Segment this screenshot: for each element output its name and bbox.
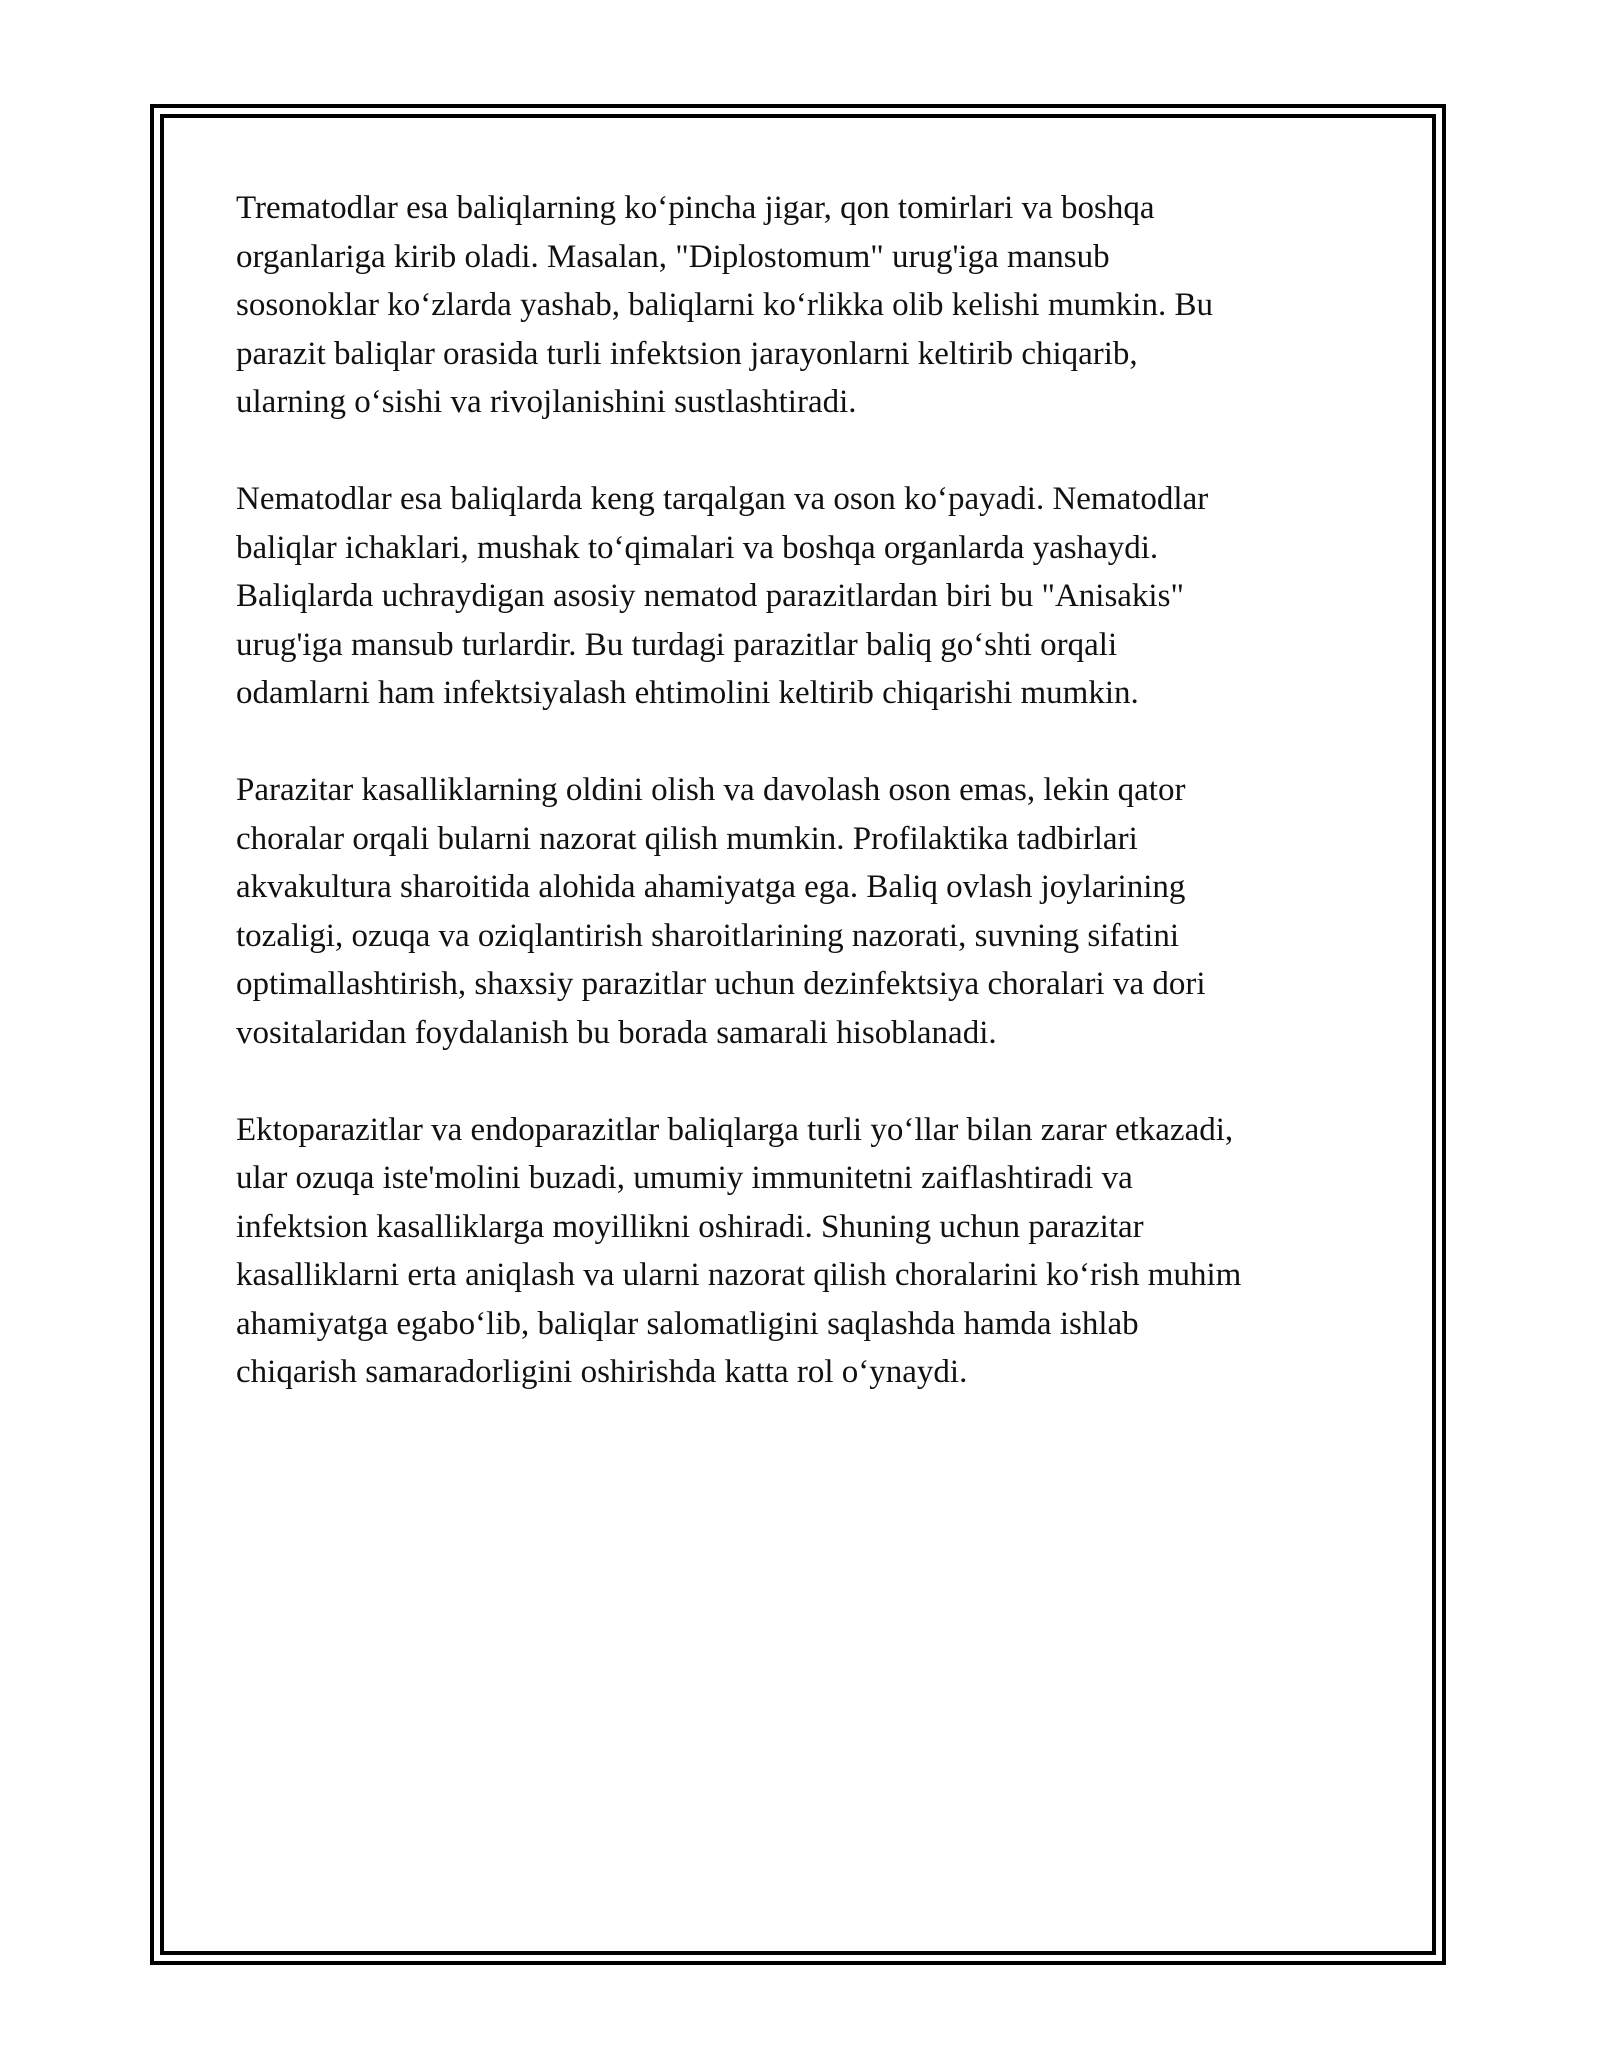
paragraph-parasite-harm: Ektoparazitlar va endoparazitlar baliqlarga turli yoʻllar bilan zarar etkazadi, ular ozuqa iste'molini buzadi, umumiy immunitetni zaiflashtiradi va infektsion kasalliklarga moyillikni oshiradi. Shuning uchun parazitar kasalliklarni erta aniqlash va ularni nazorat qilish choralarini koʻrish muhim ahamiyatga egaboʻlib, baliqlar salomatligini saqlashda hamda ishlab chiqarish samaradorligini oshirishda katta rol oʻynaydi. (236, 1111, 1242, 1390)
paragraph-trematodes: Trematodlar esa baliqlarning koʻpincha jigar, qon tomirlari va boshqa organlariga kirib oladi. Masalan, "Diplostomum" urug'iga mansub sosonoklar koʻzlarda yashab, baliqlarni koʻrlikka olib kelishi mumkin. Bu parazit baliqlar orasida turli infektsion jarayonlarni keltirib chiqarib, ularning oʻsishi va rivojlanishini sustlashtiradi. (236, 190, 1213, 420)
paragraph-prevention: Parazitar kasalliklarning oldini olish va davolash oson emas, lekin qator choralar orqali bularni nazorat qilish mumkin. Profilaktika tadbirlari akvakultura sharoitida alohida ahamiyatga ega. Baliq ovlash joylarining tozaligi, ozuqa va oziqlantirish sharoitlarining nazorati, suvning sifatini optimallashtirish, shaxsiy parazitlar uchun dezinfektsiya choralari va dori vositalaridan foydalanish bu borada samarali hisoblanadi. (236, 772, 1206, 1051)
document-body (236, 184, 1386, 1445)
paragraph-nematodes: Nematodlar esa baliqlarda keng tarqalgan va oson koʻpayadi. Nematodlar baliqlar ichaklari, mushak toʻqimalari va boshqa organlarda yashaydi. Baliqlarda uchraydigan asosiy nematod parazitlardan biri bu "Anisakis" urug'iga mansub turlardir. Bu turdagi parazitlar baliq goʻshti orqali odamlarni ham infektsiyalash ehtimolini keltirib chiqarishi mumkin. (236, 481, 1209, 711)
